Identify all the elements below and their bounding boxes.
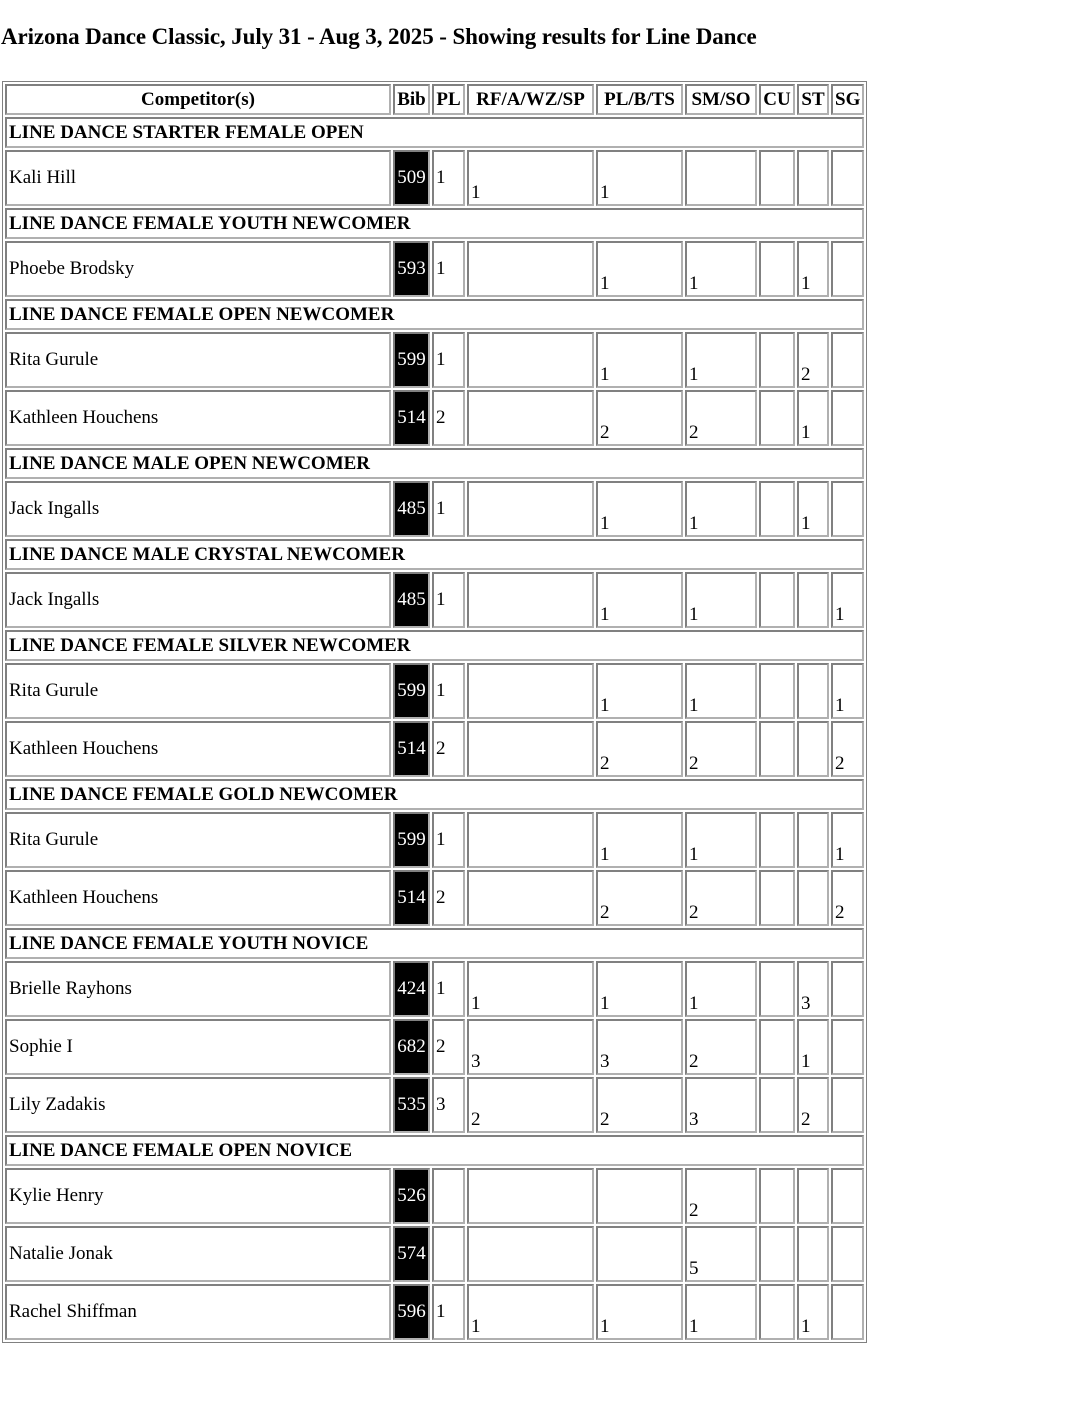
score-cu bbox=[759, 870, 795, 926]
score-st: 2 bbox=[797, 1077, 829, 1133]
division-name: LINE DANCE MALE OPEN NEWCOMER bbox=[5, 448, 864, 479]
division-name: LINE DANCE FEMALE YOUTH NEWCOMER bbox=[5, 208, 864, 239]
division-name: LINE DANCE FEMALE GOLD NEWCOMER bbox=[5, 779, 864, 810]
competitor-row bbox=[5, 1284, 864, 1340]
col-header-sg: SG bbox=[831, 84, 864, 115]
score-sg: 1 bbox=[831, 663, 864, 719]
competitor-name: Natalie Jonak bbox=[5, 1226, 391, 1282]
competitor-name: Rachel Shiffman bbox=[5, 1284, 391, 1340]
competitor-row bbox=[5, 1226, 864, 1282]
score-sg bbox=[831, 1019, 864, 1075]
bib-number: 514 bbox=[393, 870, 430, 926]
bib-number: 596 bbox=[393, 1284, 430, 1340]
score-sg bbox=[831, 332, 864, 388]
division-name: LINE DANCE STARTER FEMALE OPEN bbox=[5, 117, 864, 148]
score-st bbox=[797, 572, 829, 628]
bib-number: 526 bbox=[393, 1168, 430, 1224]
competitor-row bbox=[5, 870, 864, 926]
score-sm-so: 5 bbox=[685, 1226, 757, 1282]
score-sg bbox=[831, 390, 864, 446]
competitor-name: Kathleen Houchens bbox=[5, 390, 391, 446]
division-name: LINE DANCE FEMALE SILVER NEWCOMER bbox=[5, 630, 864, 661]
col-header-rf-a-wz-sp: RF/A/WZ/SP bbox=[467, 84, 594, 115]
score-cu bbox=[759, 961, 795, 1017]
division-row bbox=[5, 630, 864, 661]
score-cu bbox=[759, 390, 795, 446]
bib-number: 514 bbox=[393, 390, 430, 446]
division-row bbox=[5, 299, 864, 330]
score-rf-a-wz-sp bbox=[467, 332, 594, 388]
score-sg: 1 bbox=[831, 812, 864, 868]
score-sm-so: 1 bbox=[685, 572, 757, 628]
col-header-bib: Bib bbox=[393, 84, 430, 115]
score-cu bbox=[759, 572, 795, 628]
competitor-row bbox=[5, 1168, 864, 1224]
score-sm-so: 1 bbox=[685, 812, 757, 868]
score-sg bbox=[831, 961, 864, 1017]
score-rf-a-wz-sp: 1 bbox=[467, 150, 594, 206]
bib-number: 599 bbox=[393, 332, 430, 388]
score-pl-b-ts: 2 bbox=[596, 1077, 683, 1133]
bib-number: 509 bbox=[393, 150, 430, 206]
competitor-name: Lily Zadakis bbox=[5, 1077, 391, 1133]
competitor-name: Kathleen Houchens bbox=[5, 870, 391, 926]
division-row bbox=[5, 928, 864, 959]
score-sg bbox=[831, 1168, 864, 1224]
division-name: LINE DANCE FEMALE YOUTH NOVICE bbox=[5, 928, 864, 959]
competitor-row bbox=[5, 1077, 864, 1133]
placement bbox=[432, 1226, 465, 1282]
competitor-row bbox=[5, 332, 864, 388]
col-header-cu: CU bbox=[759, 84, 795, 115]
score-rf-a-wz-sp: 3 bbox=[467, 1019, 594, 1075]
competitor-row bbox=[5, 1019, 864, 1075]
score-sm-so: 2 bbox=[685, 390, 757, 446]
score-sg bbox=[831, 241, 864, 297]
page-title: Arizona Dance Classic, July 31 - Aug 3, 2025 - Showing results for Line Dance bbox=[1, 24, 757, 49]
col-header-sm-so: SM/SO bbox=[685, 84, 757, 115]
division-row bbox=[5, 779, 864, 810]
placement: 2 bbox=[432, 1019, 465, 1075]
competitor-name: Rita Gurule bbox=[5, 663, 391, 719]
score-sg: 1 bbox=[831, 572, 864, 628]
score-rf-a-wz-sp bbox=[467, 481, 594, 537]
score-st: 2 bbox=[797, 332, 829, 388]
col-header-pl-b-ts: PL/B/TS bbox=[596, 84, 683, 115]
score-pl-b-ts: 2 bbox=[596, 721, 683, 777]
score-cu bbox=[759, 1226, 795, 1282]
competitor-name: Jack Ingalls bbox=[5, 481, 391, 537]
results-table bbox=[2, 81, 867, 1343]
placement: 2 bbox=[432, 721, 465, 777]
competitor-name: Kylie Henry bbox=[5, 1168, 391, 1224]
score-sg bbox=[831, 1284, 864, 1340]
placement: 1 bbox=[432, 150, 465, 206]
score-rf-a-wz-sp bbox=[467, 390, 594, 446]
score-pl-b-ts: 3 bbox=[596, 1019, 683, 1075]
score-rf-a-wz-sp bbox=[467, 241, 594, 297]
competitor-row bbox=[5, 572, 864, 628]
score-cu bbox=[759, 663, 795, 719]
bib-number: 514 bbox=[393, 721, 430, 777]
score-sm-so: 2 bbox=[685, 721, 757, 777]
bib-number: 535 bbox=[393, 1077, 430, 1133]
score-st bbox=[797, 1168, 829, 1224]
score-sg bbox=[831, 481, 864, 537]
score-sm-so: 2 bbox=[685, 1168, 757, 1224]
score-rf-a-wz-sp bbox=[467, 812, 594, 868]
score-st bbox=[797, 721, 829, 777]
score-sm-so: 1 bbox=[685, 1284, 757, 1340]
bib-number: 593 bbox=[393, 241, 430, 297]
competitor-row bbox=[5, 721, 864, 777]
division-name: LINE DANCE FEMALE OPEN NOVICE bbox=[5, 1135, 864, 1166]
bib-number: 485 bbox=[393, 572, 430, 628]
competitor-name: Brielle Rayhons bbox=[5, 961, 391, 1017]
score-st: 1 bbox=[797, 481, 829, 537]
score-sg: 2 bbox=[831, 870, 864, 926]
score-pl-b-ts: 1 bbox=[596, 241, 683, 297]
score-cu bbox=[759, 241, 795, 297]
score-cu bbox=[759, 721, 795, 777]
placement: 1 bbox=[432, 812, 465, 868]
bib-number: 485 bbox=[393, 481, 430, 537]
division-row bbox=[5, 117, 864, 148]
results-body bbox=[5, 117, 864, 1340]
competitor-row bbox=[5, 961, 864, 1017]
score-st: 1 bbox=[797, 1019, 829, 1075]
competitor-name: Rita Gurule bbox=[5, 332, 391, 388]
division-row bbox=[5, 1135, 864, 1166]
placement bbox=[432, 1168, 465, 1224]
competitor-name: Jack Ingalls bbox=[5, 572, 391, 628]
score-pl-b-ts: 1 bbox=[596, 150, 683, 206]
competitor-row bbox=[5, 150, 864, 206]
score-rf-a-wz-sp: 1 bbox=[467, 1284, 594, 1340]
score-sm-so: 2 bbox=[685, 870, 757, 926]
placement: 2 bbox=[432, 390, 465, 446]
score-pl-b-ts: 1 bbox=[596, 332, 683, 388]
competitor-name: Kali Hill bbox=[5, 150, 391, 206]
score-st: 1 bbox=[797, 241, 829, 297]
score-sg bbox=[831, 1077, 864, 1133]
score-rf-a-wz-sp: 2 bbox=[467, 1077, 594, 1133]
competitor-name: Sophie I bbox=[5, 1019, 391, 1075]
score-st bbox=[797, 663, 829, 719]
placement: 2 bbox=[432, 870, 465, 926]
score-cu bbox=[759, 481, 795, 537]
competitor-row bbox=[5, 812, 864, 868]
score-st bbox=[797, 1226, 829, 1282]
score-sm-so: 1 bbox=[685, 241, 757, 297]
score-st bbox=[797, 812, 829, 868]
bib-number: 424 bbox=[393, 961, 430, 1017]
competitor-row bbox=[5, 663, 864, 719]
division-row bbox=[5, 448, 864, 479]
bib-number: 599 bbox=[393, 663, 430, 719]
score-rf-a-wz-sp: 1 bbox=[467, 961, 594, 1017]
score-pl-b-ts: 1 bbox=[596, 1284, 683, 1340]
score-pl-b-ts: 2 bbox=[596, 390, 683, 446]
competitor-row bbox=[5, 241, 864, 297]
bib-number: 682 bbox=[393, 1019, 430, 1075]
score-rf-a-wz-sp bbox=[467, 721, 594, 777]
competitor-row bbox=[5, 481, 864, 537]
division-name: LINE DANCE MALE CRYSTAL NEWCOMER bbox=[5, 539, 864, 570]
bib-number: 599 bbox=[393, 812, 430, 868]
competitor-row bbox=[5, 390, 864, 446]
placement: 1 bbox=[432, 961, 465, 1017]
score-pl-b-ts bbox=[596, 1226, 683, 1282]
score-pl-b-ts: 1 bbox=[596, 572, 683, 628]
placement: 3 bbox=[432, 1077, 465, 1133]
score-sm-so: 1 bbox=[685, 332, 757, 388]
division-row bbox=[5, 208, 864, 239]
score-st bbox=[797, 870, 829, 926]
score-pl-b-ts: 1 bbox=[596, 812, 683, 868]
score-st: 3 bbox=[797, 961, 829, 1017]
score-st bbox=[797, 150, 829, 206]
score-rf-a-wz-sp bbox=[467, 572, 594, 628]
score-pl-b-ts: 1 bbox=[596, 481, 683, 537]
score-sm-so: 3 bbox=[685, 1077, 757, 1133]
score-sm-so: 1 bbox=[685, 481, 757, 537]
score-st: 1 bbox=[797, 1284, 829, 1340]
score-sm-so: 1 bbox=[685, 961, 757, 1017]
score-sg bbox=[831, 150, 864, 206]
competitor-name: Phoebe Brodsky bbox=[5, 241, 391, 297]
score-pl-b-ts: 1 bbox=[596, 961, 683, 1017]
score-cu bbox=[759, 150, 795, 206]
score-st: 1 bbox=[797, 390, 829, 446]
score-cu bbox=[759, 1168, 795, 1224]
bib-number: 574 bbox=[393, 1226, 430, 1282]
score-rf-a-wz-sp bbox=[467, 870, 594, 926]
placement: 1 bbox=[432, 241, 465, 297]
score-cu bbox=[759, 1019, 795, 1075]
score-rf-a-wz-sp bbox=[467, 1226, 594, 1282]
division-name: LINE DANCE FEMALE OPEN NEWCOMER bbox=[5, 299, 864, 330]
placement: 1 bbox=[432, 1284, 465, 1340]
col-header-competitors: Competitor(s) bbox=[5, 84, 391, 115]
col-header-pl: PL bbox=[432, 84, 465, 115]
placement: 1 bbox=[432, 663, 465, 719]
score-sg bbox=[831, 1226, 864, 1282]
division-row bbox=[5, 539, 864, 570]
score-pl-b-ts: 1 bbox=[596, 663, 683, 719]
score-pl-b-ts: 2 bbox=[596, 870, 683, 926]
score-cu bbox=[759, 1077, 795, 1133]
score-cu bbox=[759, 1284, 795, 1340]
score-sm-so: 1 bbox=[685, 663, 757, 719]
score-cu bbox=[759, 812, 795, 868]
col-header-st: ST bbox=[797, 84, 829, 115]
score-rf-a-wz-sp bbox=[467, 663, 594, 719]
score-cu bbox=[759, 332, 795, 388]
competitor-name: Kathleen Houchens bbox=[5, 721, 391, 777]
placement: 1 bbox=[432, 481, 465, 537]
header-row bbox=[5, 84, 864, 115]
score-sm-so: 2 bbox=[685, 1019, 757, 1075]
score-sm-so bbox=[685, 150, 757, 206]
placement: 1 bbox=[432, 572, 465, 628]
competitor-name: Rita Gurule bbox=[5, 812, 391, 868]
score-pl-b-ts bbox=[596, 1168, 683, 1224]
score-sg: 2 bbox=[831, 721, 864, 777]
placement: 1 bbox=[432, 332, 465, 388]
score-rf-a-wz-sp bbox=[467, 1168, 594, 1224]
